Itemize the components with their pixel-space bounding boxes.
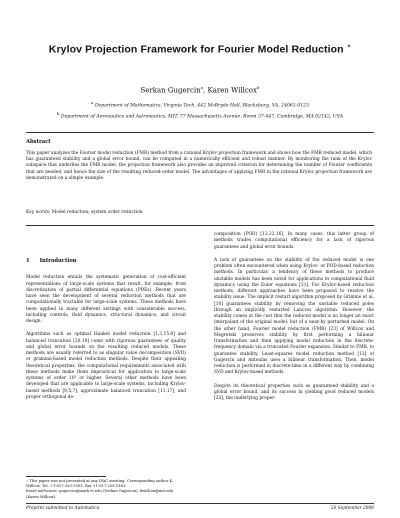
section-title: Introduction [39,258,77,264]
affiliation-a-text: Department of Mathematics, Virginia Tech, 442 McBryde Hall, Blacksburg, VA, 24061-0123 [94,103,310,109]
intro-paragraph-1: Model reduction entails the systematic generation of cost-efficient representations of large-scale systems that result, for example, from discretization of partial differential equations (PDEs). Recent years have seen the development of several reduction methods that are computationally tractable for large-scale systems. These methods have been applied in many different settings with considerable success, including controls, fluid dynamics, structural dynamics, and circuit design. [26,275,186,324]
abstract-text: This paper analyzes the Fourier model reduction (FMR) method from a rational Krylov projection framework and shows how the FMR reduced model, which has guaranteed stability and a global error bound, can be computed in a numerically efficient and robust manner. By monitoring the rank of the Krylov subspace that underlies the FMR model, the projection framework also provides an improved criterion for determining the number of Fourier coefficients that are needed, and hence the size of the resulting reduced-order model. The advantages of applying FMR in the rational Krylov projection framework are demonstrated on a simple example. [26,151,372,181]
section-heading [26,258,186,264]
author-separator: , [203,86,208,95]
affiliation-b [0,111,400,120]
footnote-text: This paper was not presented at any IFAC meeting. Corresponding author K. Willcox. Tel. +1-617-253-3503. Fax +1-617-258-5143. [26,479,174,489]
right-paragraph-1: composition (POD) [13,22,16]. In many cases, this latter group of methods trades computational efficiency for a lack of rigorous guarantees and global error bounds. [214,232,374,250]
right-paragraph-2: A lack of guarantees on the stability of the reduced model is one problem often encountered when using Krylov- or POD-based reduction methods. In particular, a tendency of these methods to produce unstable models has been noted for applications in computational fluid dynamics using the Euler equations [21]. For Krylov-based reduction methods, different approaches have been proposed to resolve the stability issue. The implicit restart algorithm proposed by Grimme et al. [10] guarantees stability by removing the unstable reduced poles through an implicitly restarted Lanczos algorithm. However, the stability comes at the cost that the reduced model is no longer an exact interpolant of the original model, but of a near-by perturbed model. On the other hand, Fourier model reduction (FMR) [23] of Willcox and Megretski preserves stability by first performing a bilinear transformation and then applying model reduction in the discrete-frequency domain via a truncated Fourier expansion. Similar to FMR, to guarantee stability, Least-squares model reduction method [12] of Gugercin and Antoulas uses a bilinear transformation. Then, model reduction is performed in discrete-time in a different way by combining SVD and Krylov-based methods. [214,257,374,376]
author-2: Karen Willcox [207,86,257,95]
author-1-mark: a [200,85,204,90]
footer-rule [26,503,374,504]
author-1: Serkan Gugercin [140,86,201,95]
affiliation-b-text: Department of Aeronautics and Astronautics, MIT, 77 Massachusetts Avenue, Room 37-447, Cambridge, MA 02142, USA [60,114,344,120]
footnote-mark: ⋆ [26,479,29,483]
affiliation-a [0,100,400,109]
affiliation-b-mark: b [56,111,60,116]
author-2-mark: b [256,85,260,90]
paper-title-text: Krylov Projection Framework for Fourier Model Reduction [48,43,344,56]
footnote [26,479,186,500]
intro-paragraph-2: Algorithms such as optimal Hankel model reduction [1,3,15,8] and balanced truncation [20,19] come with rigorous guarantees of quality and global error bounds on the resulting reduced models. These methods are usually referred to as singular value decomposition (SVD) or gramian-based model reduction methods. Despite their appealing theoretical properties, the computational requirements associated with these methods make them impractical for application to large-scale systems of order 10³ or higher. Several other methods have been developed that are applicable to large-scale systems, including Krylov-based methods [9,5,7], approximate balanced truncation [11,17], and proper orthogonal de- [26,332,186,400]
keywords-line [26,210,142,215]
abstract-heading: Abstract [26,139,51,145]
footer-preprint: Preprint submitted to Automatica [26,506,100,511]
right-paragraph-3: Despite its theoretical properties such as guaranteed stability and a global error bound, and its success in yielding good reduced models [23], the underlying proper- [214,383,374,401]
email-label: Email addresses: [26,489,58,494]
section-number: 1 [26,258,30,264]
abstract-top-rule [26,132,374,133]
author-line [0,85,400,94]
paper-title [0,42,400,56]
email-text: gugercin@math.vt.edu (Serkan Gugercin), kwillcox@mit.edu (Karen Willcox). [26,489,174,499]
right-column [214,232,374,409]
keywords-text: Model reduction; system order reduction [51,210,143,215]
keywords-label: Key words: [26,210,51,215]
footnote-rule [26,476,106,477]
abstract-bottom-rule [26,225,374,226]
left-column [26,232,186,408]
footer-date: 26 September 2006 [330,506,374,511]
title-footnote-mark: ⋆ [346,43,352,50]
affiliation-a-mark: a [90,100,94,105]
